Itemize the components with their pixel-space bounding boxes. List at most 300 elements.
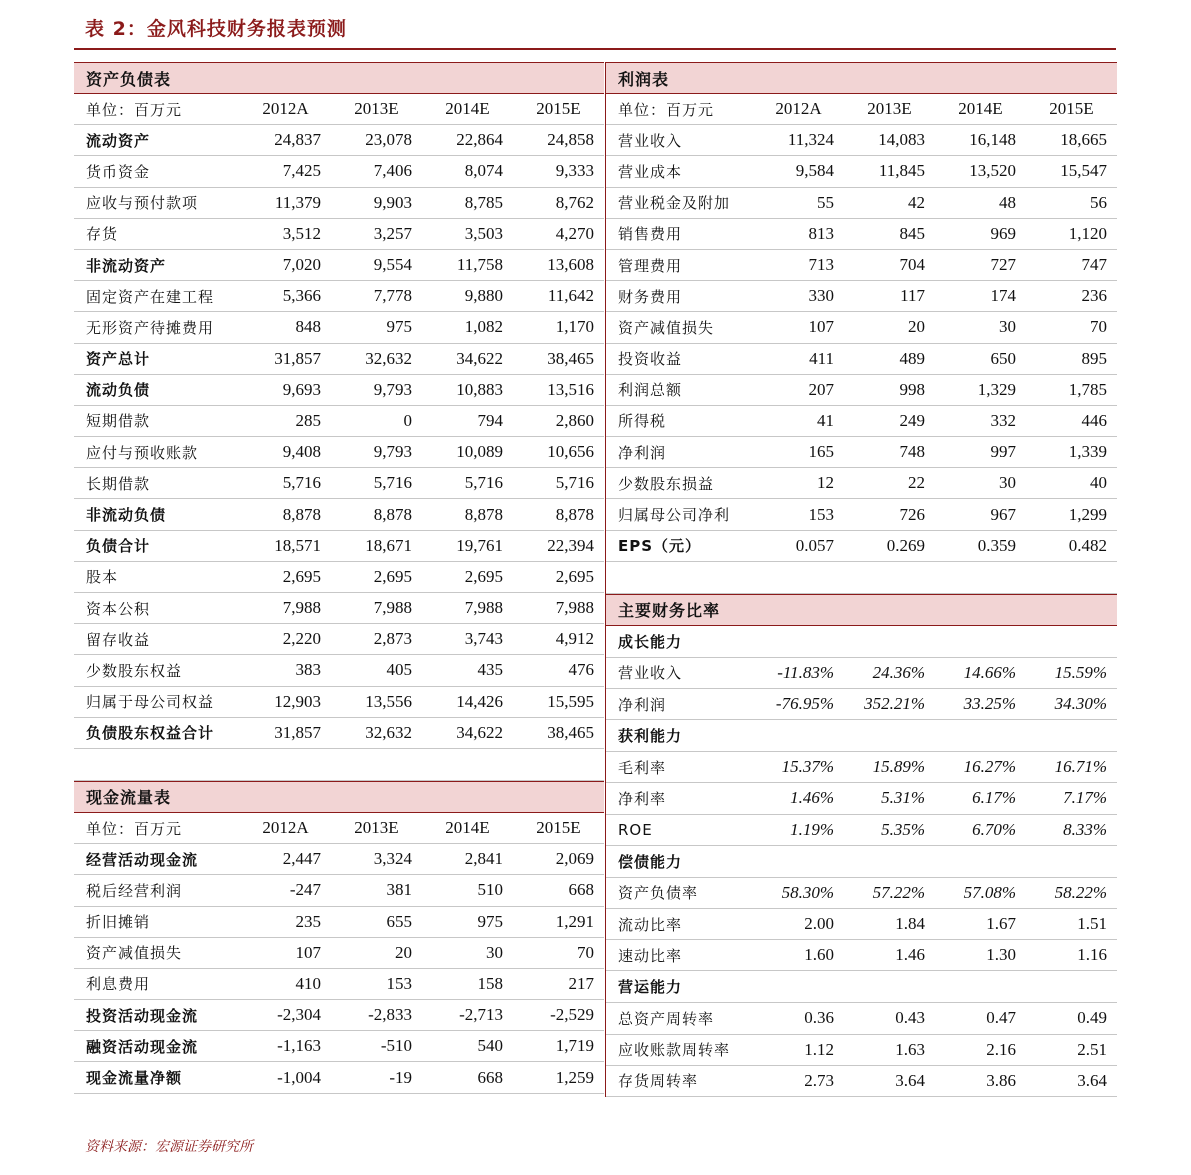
row-value: 1,291: [555, 911, 594, 931]
row-value: 1.46: [895, 945, 925, 965]
table-row: [606, 156, 1117, 187]
row-value: 24,837: [274, 130, 321, 150]
table-row: [606, 909, 1117, 940]
row-value: 10,089: [456, 442, 503, 462]
row-label: 营业税金及附加: [618, 194, 731, 213]
row-value: 32,632: [365, 722, 412, 742]
row-value: 107: [295, 942, 321, 962]
row-value: 2,860: [555, 410, 594, 430]
row-value: 381: [386, 880, 412, 900]
row-value: 1.63: [895, 1039, 925, 1059]
header-year: 2013E: [867, 99, 912, 119]
row-value: 352.21%: [864, 694, 925, 714]
row-value: 31,857: [274, 722, 321, 742]
row-label: 流动负债: [86, 381, 151, 400]
table-row: [74, 1000, 604, 1031]
table-row: [74, 562, 604, 593]
row-value: 794: [477, 410, 503, 430]
table-row: [606, 531, 1117, 562]
row-value: 813: [808, 223, 834, 243]
table-title: 表 2：金风科技财务报表预测: [85, 18, 347, 40]
row-value: 0.482: [1068, 535, 1107, 555]
row-value: 15,547: [1060, 161, 1107, 181]
blank-row: [74, 749, 604, 781]
table-row: [74, 312, 604, 343]
row-value: 1.30: [986, 945, 1016, 965]
row-label: 融资活动现金流: [86, 1037, 199, 1056]
row-value: 0.057: [795, 535, 834, 555]
row-value: 14.66%: [963, 662, 1016, 682]
row-value: 5,716: [373, 473, 412, 493]
row-value: 1.16: [1077, 945, 1107, 965]
row-value: 1,120: [1068, 223, 1107, 243]
row-value: -2,529: [550, 1005, 594, 1025]
row-value: 13,556: [365, 691, 412, 711]
row-value: 153: [808, 504, 834, 524]
row-label: 固定资产在建工程: [86, 287, 215, 306]
header-year: 2015E: [536, 818, 581, 838]
row-label: 所得税: [618, 412, 667, 431]
table-row: [606, 1066, 1117, 1097]
row-value: 0: [403, 410, 412, 430]
row-value: 476: [568, 660, 594, 680]
table-row: [74, 593, 604, 624]
left-column: [74, 62, 604, 1094]
header-year: 2015E: [1049, 99, 1094, 119]
row-value: 2.16: [986, 1039, 1016, 1059]
row-label: 应付与预收账款: [86, 443, 199, 462]
row-value: 6.17%: [972, 788, 1016, 808]
row-value: 1,170: [555, 317, 594, 337]
row-value: 655: [386, 911, 412, 931]
row-value: 668: [477, 1067, 503, 1087]
table-row: [74, 687, 604, 718]
row-value: 8,074: [464, 161, 503, 181]
row-value: 2,873: [373, 629, 412, 649]
row-value: 12,903: [274, 691, 321, 711]
row-value: 57.22%: [872, 882, 925, 902]
row-label: 归属母公司净利: [618, 506, 731, 525]
row-value: 22,394: [547, 535, 594, 555]
row-value: 15.89%: [872, 757, 925, 777]
row-value: 1.19%: [790, 819, 834, 839]
section-balance-sheet: 资产负债表: [74, 62, 604, 94]
row-value: 997: [990, 442, 1016, 462]
ratio-group-title: 成长能力: [606, 626, 1117, 658]
row-value: 13,520: [969, 161, 1016, 181]
row-value: 57.08%: [963, 882, 1016, 902]
table-row: [606, 1003, 1117, 1034]
row-value: 8,878: [464, 504, 503, 524]
row-value: 1.46%: [790, 788, 834, 808]
table-row: [74, 499, 604, 530]
table-row: [74, 531, 604, 562]
row-label: 股本: [86, 568, 119, 587]
table-row: [74, 844, 604, 875]
table-row: [74, 375, 604, 406]
row-value: -76.95%: [775, 694, 834, 714]
row-value: 11,758: [456, 255, 503, 275]
row-label: 税后经营利润: [86, 881, 183, 900]
row-value: 11,324: [787, 130, 834, 150]
row-value: 9,693: [282, 379, 321, 399]
row-label: 负债股东权益合计: [86, 724, 215, 743]
row-value: 3,257: [373, 223, 412, 243]
row-value: 0.359: [977, 535, 1016, 555]
row-value: 704: [899, 255, 925, 275]
row-value: 217: [568, 973, 594, 993]
ratio-group-title: 营运能力: [606, 971, 1117, 1003]
row-value: 845: [899, 223, 925, 243]
row-value: 1,339: [1068, 442, 1107, 462]
row-value: 2,447: [282, 849, 321, 869]
row-value: 4,270: [555, 223, 594, 243]
table-row: [606, 125, 1117, 156]
row-value: 8,878: [373, 504, 412, 524]
header-year: 2012A: [262, 99, 309, 119]
row-label: 财务费用: [618, 287, 683, 306]
row-value: 0.43: [895, 1008, 925, 1028]
row-label: 资产总计: [86, 350, 151, 369]
row-value: 16.71%: [1054, 757, 1107, 777]
table-row: [74, 718, 604, 749]
source-note: 资料来源：宏源证券研究所: [85, 1139, 253, 1155]
row-value: 5.35%: [881, 819, 925, 839]
table-row: [606, 689, 1117, 720]
header-unit-label: 单位：百万元: [618, 100, 715, 119]
table-row: [606, 815, 1117, 846]
table-row: [74, 156, 604, 187]
row-value: 16.27%: [963, 757, 1016, 777]
row-value: -1,163: [277, 1036, 321, 1056]
row-value: 34,622: [456, 348, 503, 368]
row-value: 18,571: [274, 535, 321, 555]
row-value: 56: [1090, 192, 1107, 212]
header-year: 2013E: [354, 818, 399, 838]
row-value: 383: [295, 660, 321, 680]
row-value: 249: [899, 410, 925, 430]
table-row: [606, 188, 1117, 219]
row-value: 18,671: [365, 535, 412, 555]
row-value: 3,743: [464, 629, 503, 649]
row-value: 2,695: [282, 566, 321, 586]
header-unit-label: 单位：百万元: [86, 819, 183, 838]
row-label: 营业成本: [618, 162, 683, 181]
row-label: 速动比率: [618, 946, 683, 965]
row-label: 应收与预付款项: [86, 194, 199, 213]
row-value: 10,656: [547, 442, 594, 462]
row-value: 5,716: [282, 473, 321, 493]
row-label: 无形资产待摊费用: [86, 318, 215, 337]
row-value: -19: [389, 1067, 412, 1087]
row-value: 2.00: [804, 914, 834, 934]
row-value: 7.17%: [1063, 788, 1107, 808]
row-value: 5,716: [555, 473, 594, 493]
row-label: 负债合计: [86, 537, 151, 556]
row-value: 70: [577, 942, 594, 962]
row-label: 利息费用: [86, 975, 151, 994]
table-row: [606, 281, 1117, 312]
row-value: 58.22%: [1054, 882, 1107, 902]
row-label: 流动资产: [86, 131, 151, 150]
row-value: 42: [908, 192, 925, 212]
row-value: 2,695: [555, 566, 594, 586]
row-value: 9,408: [282, 442, 321, 462]
table-row: [74, 125, 604, 156]
row-label: 非流动资产: [86, 256, 167, 275]
income-statement-header: [606, 94, 1117, 125]
table-row: [606, 783, 1117, 814]
row-value: 446: [1081, 410, 1107, 430]
table-row: [74, 655, 604, 686]
row-value: 7,406: [373, 161, 412, 181]
row-value: 2,695: [373, 566, 412, 586]
row-value: 15.59%: [1054, 662, 1107, 682]
row-value: 11,379: [274, 192, 321, 212]
row-value: 6.70%: [972, 819, 1016, 839]
table-row: [606, 250, 1117, 281]
row-value: -2,304: [277, 1005, 321, 1025]
row-value: 7,988: [373, 598, 412, 618]
table-row: [74, 281, 604, 312]
row-value: 0.49: [1077, 1008, 1107, 1028]
row-value: 5.31%: [881, 788, 925, 808]
row-value: 7,425: [282, 161, 321, 181]
row-value: 12: [817, 473, 834, 493]
table-row: [74, 875, 604, 906]
row-value: 165: [808, 442, 834, 462]
row-value: 848: [295, 317, 321, 337]
row-value: 2.51: [1077, 1039, 1107, 1059]
row-value: 1.84: [895, 914, 925, 934]
table-row: [74, 1031, 604, 1062]
row-value: 2,220: [282, 629, 321, 649]
row-value: 14,426: [456, 691, 503, 711]
row-value: 2.73: [804, 1070, 834, 1090]
row-value: 1.67: [986, 914, 1016, 934]
top-rule: [74, 48, 1116, 50]
row-value: 117: [900, 286, 925, 306]
row-label: 资产负债率: [618, 884, 699, 903]
row-value: 58.30%: [781, 882, 834, 902]
row-value: 158: [477, 973, 503, 993]
row-label: 非流动负债: [86, 506, 167, 525]
row-value: 9,554: [373, 255, 412, 275]
row-value: -247: [289, 880, 321, 900]
row-value: 3.64: [895, 1070, 925, 1090]
header-year: 2014E: [958, 99, 1003, 119]
row-value: 1,719: [555, 1036, 594, 1056]
blank-row: [606, 562, 1117, 594]
row-value: 1,785: [1068, 379, 1107, 399]
header-year: 2013E: [354, 99, 399, 119]
row-label: 现金流量净额: [86, 1069, 183, 1088]
table-row: [606, 468, 1117, 499]
row-label: 总资产周转率: [618, 1009, 715, 1028]
row-value: 22,864: [456, 130, 503, 150]
row-value: 668: [568, 880, 594, 900]
table-row: [74, 938, 604, 969]
section-income-statement: 利润表: [606, 62, 1117, 94]
header-year: 2015E: [536, 99, 581, 119]
row-value: 3.86: [986, 1070, 1016, 1090]
header-year: 2012A: [775, 99, 822, 119]
row-value: 3,503: [464, 223, 503, 243]
balance-sheet-header: [74, 94, 604, 125]
row-value: 24.36%: [872, 662, 925, 682]
row-label: 营业收入: [618, 664, 683, 683]
table-row: [74, 188, 604, 219]
row-value: 13,608: [547, 255, 594, 275]
row-value: -2,713: [459, 1005, 503, 1025]
row-value: 9,584: [795, 161, 834, 181]
row-label: 留存收益: [86, 630, 151, 649]
row-value: 5,366: [282, 286, 321, 306]
row-label: 利润总额: [618, 381, 683, 400]
row-value: -510: [380, 1036, 412, 1056]
row-label: 应收账款周转率: [618, 1041, 731, 1060]
table-row: [74, 250, 604, 281]
row-value: 2,069: [555, 849, 594, 869]
header-year: 2012A: [262, 818, 309, 838]
row-label: 长期借款: [86, 474, 151, 493]
table-row: [606, 312, 1117, 343]
row-value: 38,465: [547, 348, 594, 368]
row-value: 3.64: [1077, 1070, 1107, 1090]
section-ratios: 主要财务比率: [606, 594, 1117, 626]
row-value: 9,880: [464, 286, 503, 306]
row-value: -11.83%: [777, 662, 834, 682]
row-value: 998: [899, 379, 925, 399]
row-value: 5,716: [464, 473, 503, 493]
row-value: 34.30%: [1054, 694, 1107, 714]
row-value: 895: [1081, 348, 1107, 368]
row-value: 236: [1081, 286, 1107, 306]
row-value: 9,793: [373, 379, 412, 399]
row-value: 34,622: [456, 722, 503, 742]
row-value: 975: [386, 317, 412, 337]
row-value: 3,512: [282, 223, 321, 243]
table-row: [74, 219, 604, 250]
row-value: 1,259: [555, 1067, 594, 1087]
row-value: 540: [477, 1036, 503, 1056]
row-value: 4,912: [555, 629, 594, 649]
row-value: -2,833: [368, 1005, 412, 1025]
row-value: 2,841: [464, 849, 503, 869]
row-value: 13,516: [547, 379, 594, 399]
row-label: 归属于母公司权益: [86, 693, 215, 712]
row-value: 7,988: [464, 598, 503, 618]
table-row: [606, 499, 1117, 530]
table-row: [606, 1035, 1117, 1066]
row-value: 14,083: [878, 130, 925, 150]
row-value: 9,903: [373, 192, 412, 212]
header-year: 2014E: [445, 818, 490, 838]
table-row: [606, 219, 1117, 250]
row-value: 48: [999, 192, 1016, 212]
row-value: 1.12: [804, 1039, 834, 1059]
row-label: 资本公积: [86, 599, 151, 618]
ratio-group-title: 获利能力: [606, 720, 1117, 752]
table-row: [606, 437, 1117, 468]
row-value: 435: [477, 660, 503, 680]
row-label: 投资活动现金流: [86, 1006, 199, 1025]
header-unit-label: 单位：百万元: [86, 100, 183, 119]
table-row: [74, 907, 604, 938]
row-label: 资产减值损失: [618, 318, 715, 337]
row-value: 332: [990, 410, 1016, 430]
row-value: 969: [990, 223, 1016, 243]
row-value: 1,299: [1068, 504, 1107, 524]
table-row: [606, 878, 1117, 909]
row-value: 411: [809, 348, 834, 368]
row-value: 9,793: [373, 442, 412, 462]
table-row: [74, 344, 604, 375]
row-label: 货币资金: [86, 162, 151, 181]
row-value: 20: [395, 942, 412, 962]
row-label: 投资收益: [618, 350, 683, 369]
row-value: 8.33%: [1063, 819, 1107, 839]
ratio-group-title: 偿债能力: [606, 846, 1117, 878]
right-column: [605, 62, 1117, 1097]
row-value: 11,642: [547, 286, 594, 306]
row-label: ROE: [618, 820, 653, 839]
row-value: 41: [817, 410, 834, 430]
row-label: 短期借款: [86, 412, 151, 431]
row-value: 330: [808, 286, 834, 306]
row-value: 22: [908, 473, 925, 493]
section-cash-flow: 现金流量表: [74, 781, 604, 813]
row-label: 经营活动现金流: [86, 850, 199, 869]
row-label: 净利润: [618, 443, 667, 462]
row-value: 153: [386, 973, 412, 993]
table-row: [606, 406, 1117, 437]
row-label: 少数股东损益: [618, 474, 715, 493]
row-value: 967: [990, 504, 1016, 524]
row-value: 1.60: [804, 945, 834, 965]
row-value: 726: [899, 504, 925, 524]
row-label: 销售费用: [618, 225, 683, 244]
table-row: [74, 468, 604, 499]
row-value: 0.269: [886, 535, 925, 555]
row-value: 33.25%: [963, 694, 1016, 714]
cash-flow-header: [74, 813, 604, 844]
row-value: 20: [908, 317, 925, 337]
row-value: 650: [990, 348, 1016, 368]
row-value: 2,695: [464, 566, 503, 586]
row-value: 235: [295, 911, 321, 931]
row-value: 3,324: [373, 849, 412, 869]
row-value: -1,004: [277, 1067, 321, 1087]
row-value: 32,632: [365, 348, 412, 368]
row-value: 30: [486, 942, 503, 962]
row-label: 净利润: [618, 695, 667, 714]
row-value: 975: [477, 911, 503, 931]
row-label: 营业收入: [618, 131, 683, 150]
row-label: 净利率: [618, 789, 667, 808]
row-value: 40: [1090, 473, 1107, 493]
table-row: [74, 406, 604, 437]
row-value: 8,762: [555, 192, 594, 212]
row-label: 存货: [86, 225, 119, 244]
row-value: 7,988: [555, 598, 594, 618]
row-value: 410: [295, 973, 321, 993]
row-value: 23,078: [365, 130, 412, 150]
row-value: 15,595: [547, 691, 594, 711]
row-value: 7,988: [282, 598, 321, 618]
row-value: 8,785: [464, 192, 503, 212]
row-value: 727: [990, 255, 1016, 275]
